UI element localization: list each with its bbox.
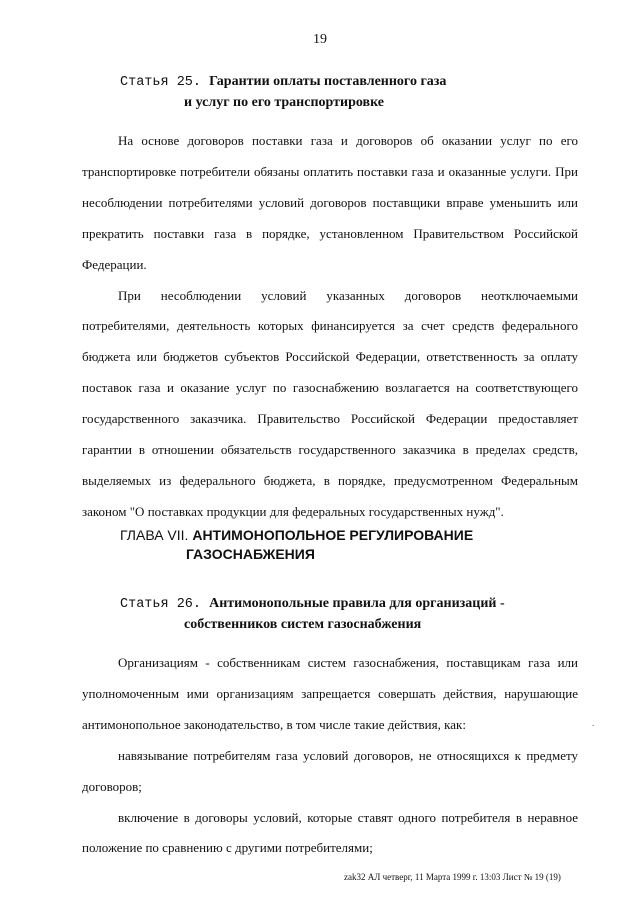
article-26-paragraph-2: навязывание потребителям газа условий договоров, не относящихся к предмету договоров; xyxy=(82,747,578,794)
page-footer: zak32 АЛ четверг, 11 Марта 1999 г. 13:03 Лист № 19 (19) xyxy=(344,872,561,882)
article-26-body xyxy=(82,648,578,864)
article-26-title-line2: собственников систем газоснабжения xyxy=(184,617,422,632)
page-number: 19 xyxy=(313,32,327,47)
article-25-paragraph-2: При несоблюдении условий указанных договоров неотключаемыми потребителями, деятельность которых финансируется за счет средств федерального бюджета или бюджетов субъектов Российской Федерации, ответственность за оплату поставок газа и оказание услуг по газоснабжению возлагается на соответствующего государственного заказчика. Правительство Российской Федерации предоставляет гарантии в отношении обязательств государственного заказчика в пределах средств, выделяемых из федерального бюджета, в порядке, предусмотренном Федеральным законом "О поставках продукции для федеральных государственных нужд". xyxy=(82,287,578,519)
article-25-number: Статья 25. xyxy=(120,75,202,90)
chapter-7-label: ГЛАВА VII. xyxy=(120,527,189,543)
margin-mark: . xyxy=(592,718,595,728)
chapter-7-title-line1: АНТИМОНОПОЛЬНОЕ РЕГУЛИРОВАНИЕ xyxy=(192,527,474,543)
chapter-7-heading xyxy=(120,526,473,564)
article-26-title-line1: Антимонопольные правила для организаций - xyxy=(209,596,505,611)
article-26-paragraph-1: Организациям - собственникам систем газоснабжения, поставщикам газа или уполномоченным ими организациям запрещается совершать действия, нарушающие антимонопольное законодательство, в том числе такие действия, как: xyxy=(82,655,578,732)
article-26-heading xyxy=(120,594,505,635)
article-25-paragraph-1: На основе договоров поставки газа и договоров об оказании услуг по его транспортировке потребители обязаны оплатить поставки газа и оказанные услуги. При несоблюдении потребителями условий договоров поставщики вправе уменьшить или прекратить поставки газа в порядке, установленном Правительством Российской Федерации. xyxy=(82,133,578,272)
article-25-title-line2: и услуг по его транспортировке xyxy=(184,95,385,110)
article-26-number: Статья 26. xyxy=(120,597,202,612)
article-25-body xyxy=(82,126,578,528)
article-25-title-line1: Гарантии оплаты поставленного газа xyxy=(209,74,447,89)
chapter-7-title-line2: ГАЗОСНАБЖЕНИЯ xyxy=(186,546,315,562)
article-26-paragraph-3: включение в договоры условий, которые ставят одного потребителя в неравное положение по сравнению с другими потребителями; xyxy=(82,809,578,856)
article-25-heading xyxy=(120,72,446,113)
